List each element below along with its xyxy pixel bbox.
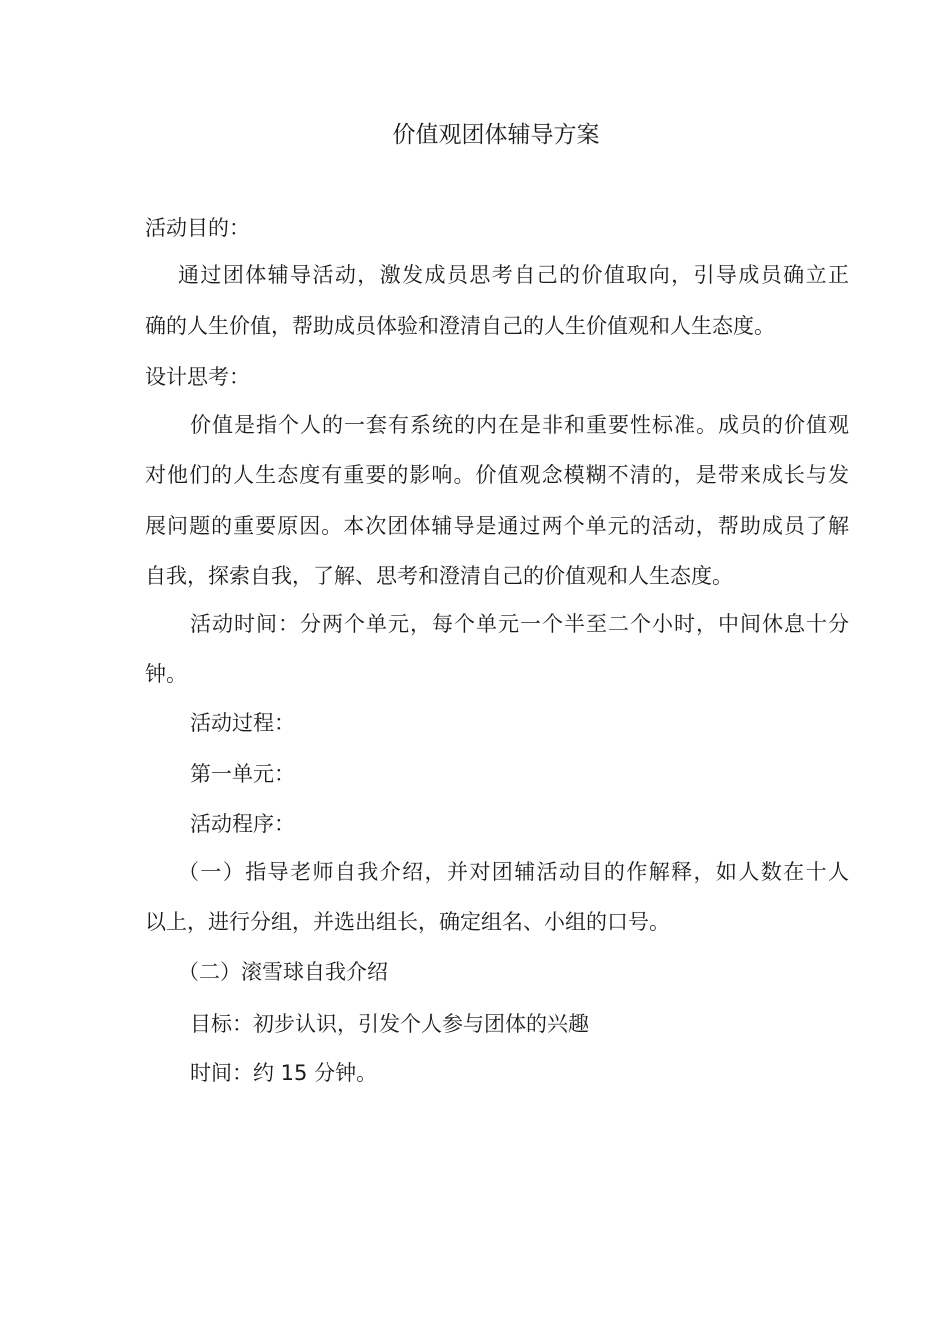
section-heading-purpose: 活动目的： — [145, 216, 250, 240]
list-item-line: 以上，进行分组，并选出组长，确定组名、小组的口号。 — [145, 910, 670, 934]
paragraph-line: 钟。 — [145, 662, 187, 686]
paragraph-line: 活动时间：分两个单元，每个单元一个半至二个小时，中间休息十分 — [190, 612, 849, 636]
document-title: 价值观团体辅导方案 — [392, 122, 600, 148]
paragraph-line: 价值是指个人的一套有系统的内在是非和重要性标准。成员的价值观 — [190, 413, 849, 437]
list-item-line: （二）滚雪球自我介绍 — [178, 960, 388, 984]
paragraph-line: 展问题的重要原因。本次团体辅导是通过两个单元的活动，帮助成员了解 — [145, 514, 849, 538]
detail-line-goal: 目标：初步认识，引发个人参与团体的兴趣 — [190, 1012, 589, 1036]
section-heading-process: 活动过程： — [190, 711, 295, 735]
detail-line-time: 时间：约 15 分钟。 — [190, 1061, 378, 1085]
paragraph-line: 确的人生价值，帮助成员体验和澄清自己的人生价值观和人生态度。 — [145, 314, 775, 338]
paragraph-line: 自我，探索自我，了解、思考和澄清自己的价值观和人生态度。 — [145, 564, 733, 588]
list-item-line: （一）指导老师自我介绍，并对团辅活动目的作解释，如人数在十人 — [178, 860, 849, 884]
paragraph-line: 通过团体辅导活动，激发成员思考自己的价值取向，引导成员确立正 — [178, 263, 849, 287]
section-heading-design: 设计思考： — [145, 365, 250, 389]
section-heading-procedure: 活动程序： — [190, 812, 295, 836]
paragraph-line: 对他们的人生态度有重要的影响。价值观念模糊不清的，是带来成长与发 — [145, 463, 849, 487]
section-heading-unit-one: 第一单元： — [190, 762, 295, 786]
